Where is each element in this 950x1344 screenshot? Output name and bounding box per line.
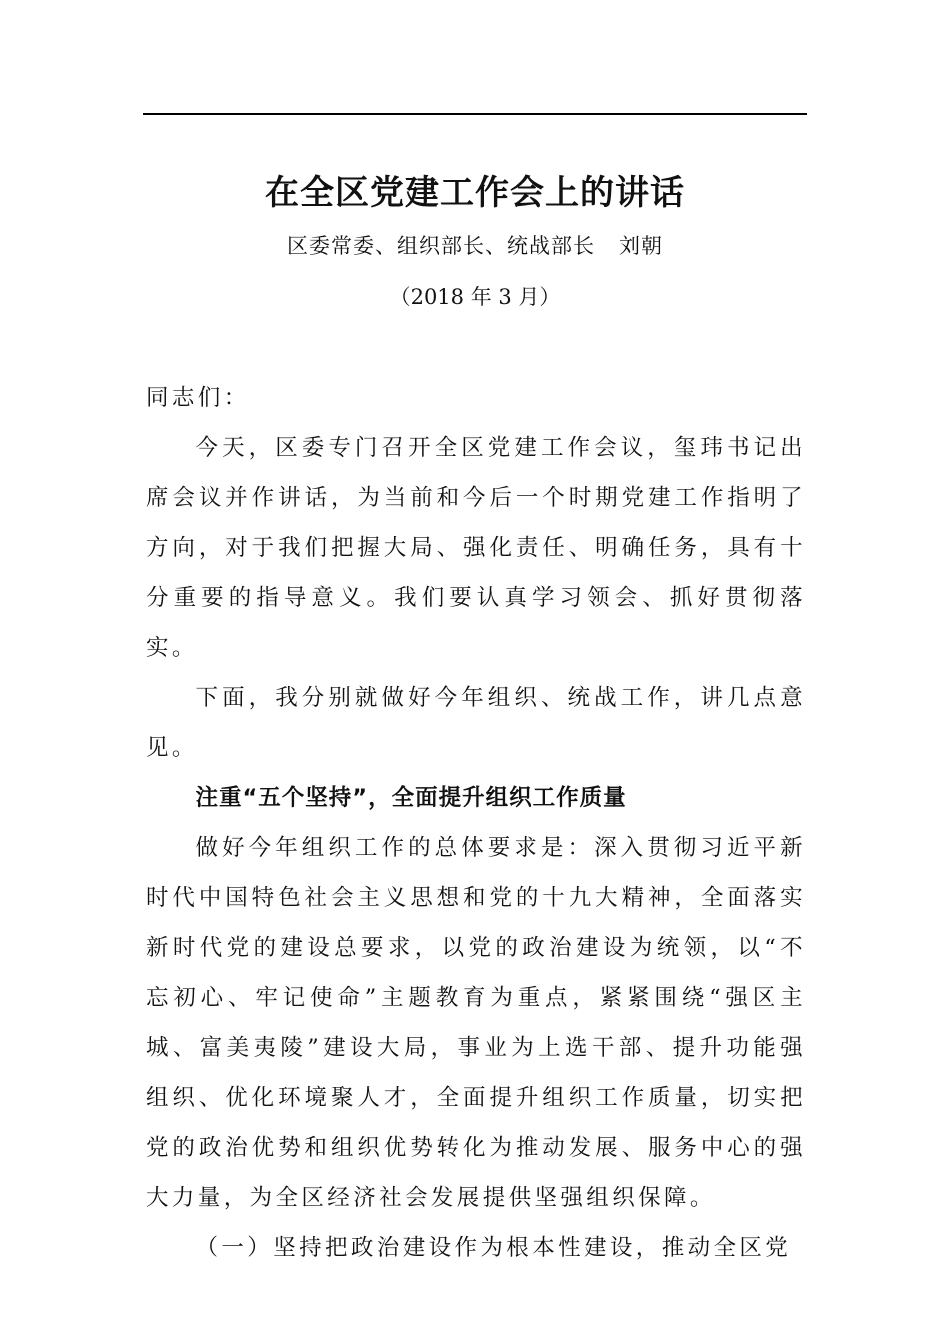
speech-body [146, 373, 806, 1273]
author-name: 刘朝 [619, 234, 663, 258]
speech-date: （2018 年 3 月） [389, 285, 561, 309]
author-role: 区委常委、组织部长、统战部长 [287, 234, 595, 258]
document-title: 在全区党建工作会上的讲话 [265, 173, 685, 213]
paragraph-outline: 下面，我分别就做好今年组织、统战工作，讲几点意见。 [146, 685, 806, 761]
salutation: 同志们： [146, 385, 250, 411]
paragraph-intro: 今天，区委专门召开全区党建工作会议，玺玮书记出席会议并作讲话，为当前和今后一个时期党建工作指明了方向，对于我们把握大局、强化责任、明确任务，具有十分重要的指导意义。我们要认真学习领会、抓好贯彻落实。 [146, 435, 806, 661]
subsection-heading: （一）坚持把政治建设作为根本性建设，推动全区党 [195, 1235, 792, 1261]
author-byline [0, 228, 950, 264]
section-paragraph: 做好今年组织工作的总体要求是：深入贯彻习近平新时代中国特色社会主义思想和党的十九大精神，全面落实新时代党的建设总要求，以党的政治建设为统领，以“不忘初心、牢记使命”主题教育为重点，紧紧围绕“强区主城、富美夷陵”建设大局，事业为上选干部、提升功能强组织、优化环境聚人才，全面提升组织工作质量，切实把党的政治优势和组织优势转化为推动发展、服务中心的强大力量，为全区经济社会发展提供坚强组织保障。 [146, 835, 806, 1211]
section-heading: 注重“五个坚持”，全面提升组织工作质量 [195, 785, 627, 811]
header-rule [143, 113, 807, 115]
